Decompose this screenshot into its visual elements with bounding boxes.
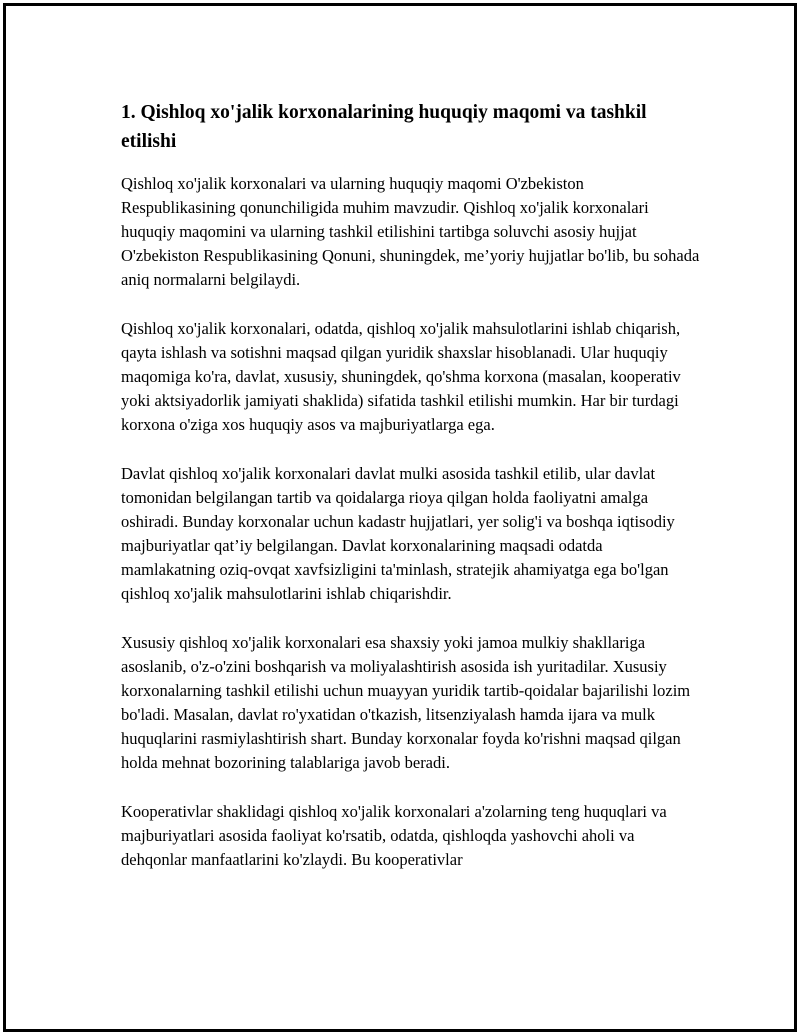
paragraph-3: Davlat qishloq xo'jalik korxonalari davlat mulki asosida tashkil etilib, ular davlat tomonidan belgilangan tartib va qoidalarga rioya qilgan holda faoliyatni amalga oshiradi. Bunday korxonalar uchun kadastr hujjatlari, yer solig'i va boshqa iqtisodiy majburiyatlar qat’iy belgilangan. Davlat korxonalarining maqsadi odatda mamlakatning oziq-ovqat xavfsizligini ta'minlash, stratejik ahamiyatga ega bo'lgan qishloq xo'jalik mahsulotlarini ishlab chiqarishdir.: [121, 464, 675, 603]
paragraph-5: Kooperativlar shaklidagi qishloq xo'jalik korxonalari a'zolarning teng huquqlari va majburiyatlari asosida faoliyat ko'rsatib, odatda, qishloqda yashovchi aholi va dehqonlar manfaatlarini ko'zlaydi. Bu kooperativlar: [121, 802, 667, 869]
paragraph-2: Qishloq xo'jalik korxonalari, odatda, qishloq xo'jalik mahsulotlarini ishlab chiqarish, qayta ishlash va sotishni maqsad qilgan yuridik shaxslar hisoblanadi. Ular huquqiy maqomiga ko'ra, davlat, xususiy, shuningdek, qo'shma korxona (masalan, kooperativ yoki aktsiyadorlik jamiyati shaklida) sifatida tashkil etilishi mumkin. Har bir turdagi korxona o'ziga xos huquqiy asos va majburiyatlarga ega.: [121, 319, 681, 434]
document-page: [3, 3, 797, 1032]
section-heading: 1. Qishloq xo'jalik korxonalarining huquqiy maqomi va tashkil etilishi: [121, 102, 647, 152]
paragraph-1: Qishloq xo'jalik korxonalari va ularning huquqiy maqomi O'zbekiston Respublikasining qonunchiligida muhim mavzudir. Qishloq xo'jalik korxonalari huquqiy maqomini va ularning tashkil etilishini tartibga soluvchi asosiy hujjat O'zbekiston Respublikasining Qonuni, shuningdek, me’yoriy hujjatlar bo'lib, bu sohada aniq normalarni belgilaydi.: [121, 174, 700, 289]
paragraph-4: Xususiy qishloq xo'jalik korxonalari esa shaxsiy yoki jamoa mulkiy shakllariga asoslanib, o'z-o'zini boshqarish va moliyalashtirish asosida ish yuritadilar. Xususiy korxonalarning tashkil etilishi uchun muayyan yuridik tartib-qoidalar bajarilishi lozim bo'ladi. Masalan, davlat ro'yxatidan o'tkazish, litsenziyalash hamda ijara va mulk huquqlarini rasmiylashtirish shart. Bunday korxonalar foyda ko'rishni maqsad qilgan holda mehnat bozorining talablariga javob beradi.: [121, 633, 691, 772]
document-body: [121, 98, 701, 897]
